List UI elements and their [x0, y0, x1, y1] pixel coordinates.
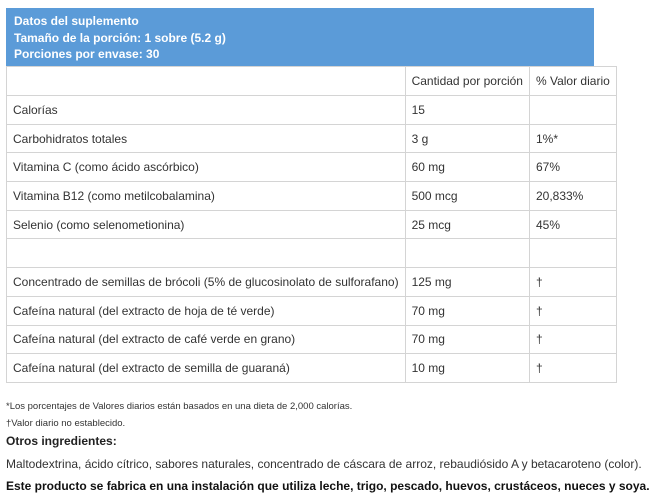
serving-size: Tamaño de la porción: 1 sobre (5.2 g): [14, 30, 226, 45]
other-ingredients-text: Maltodextrina, ácido cítrico, sabores naturales, concentrado de cáscara de arroz, rebaudiósido A y betacaroteno (color).: [6, 457, 642, 471]
ingredient-amount: 125 mg: [405, 268, 529, 297]
ingredient-amount: 25 mcg: [405, 210, 529, 239]
ingredient-daily-value: 45%: [529, 210, 616, 239]
ingredient-daily-value: 20,833%: [529, 182, 616, 211]
ingredient-daily-value: †: [529, 296, 616, 325]
ingredient-name: Cafeína natural (del extracto de semilla de guaraná): [7, 354, 406, 383]
ingredient-name: Carbohidratos totales: [7, 124, 406, 153]
daily-value-footnote: *Los porcentajes de Valores diarios están basados en una dieta de 2,000 calorías.: [6, 401, 353, 412]
ingredient-name: Cafeína natural (del extracto de hoja de té verde): [7, 296, 406, 325]
ingredient-name: Vitamina C (como ácido ascórbico): [7, 153, 406, 182]
table-row: [7, 153, 617, 182]
ingredient-name: Selenio (como selenometionina): [7, 210, 406, 239]
ingredient-name: Vitamina B12 (como metilcobalamina): [7, 182, 406, 211]
table-row: [7, 124, 617, 153]
servings-per-container: Porciones por envase: 30: [14, 47, 160, 61]
column-header-ingredient: [7, 67, 406, 96]
footnotes: [6, 398, 352, 432]
ingredient-daily-value: †: [529, 325, 616, 354]
column-header-daily-value: % Valor diario: [529, 67, 616, 96]
ingredient-amount: 70 mg: [405, 325, 529, 354]
ingredient-amount: 10 mg: [405, 354, 529, 383]
not-established-footnote: †Valor diario no establecido.: [6, 418, 126, 429]
supplement-facts-header: [6, 8, 594, 66]
column-header-amount: Cantidad por porción: [405, 67, 529, 96]
ingredient-amount: 15: [405, 96, 529, 125]
supplement-facts-table: [6, 66, 617, 383]
ingredient-daily-value: [529, 239, 616, 268]
allergen-statement: Este producto se fabrica en una instalación que utiliza leche, trigo, pescado, huevos, crustáceos, nueces y soya.: [6, 479, 650, 493]
table-row: [7, 210, 617, 239]
table-row: [7, 268, 617, 297]
table-row: [7, 182, 617, 211]
ingredient-amount: [405, 239, 529, 268]
ingredient-daily-value: †: [529, 354, 616, 383]
ingredient-name: Concentrado de semillas de brócoli (5% de glucosinolato de sulforafano): [7, 268, 406, 297]
ingredient-name: Cafeína natural (del extracto de café verde en grano): [7, 325, 406, 354]
table-row: [7, 96, 617, 125]
ingredient-name: Calorías: [7, 96, 406, 125]
ingredient-amount: 3 g: [405, 124, 529, 153]
ingredient-amount: 500 mcg: [405, 182, 529, 211]
table-row: [7, 325, 617, 354]
ingredient-name: [7, 239, 406, 268]
ingredient-amount: 70 mg: [405, 296, 529, 325]
header-title: Datos del suplemento: [14, 14, 139, 28]
ingredient-daily-value: 1%*: [529, 124, 616, 153]
table-row: [7, 296, 617, 325]
table-row: [7, 354, 617, 383]
ingredient-amount: 60 mg: [405, 153, 529, 182]
ingredient-daily-value: [529, 96, 616, 125]
ingredient-daily-value: †: [529, 268, 616, 297]
ingredient-daily-value: 67%: [529, 153, 616, 182]
other-ingredients-title: Otros ingredientes:: [6, 434, 117, 448]
table-header-row: [7, 67, 617, 96]
table-row-spacer: [7, 239, 617, 268]
